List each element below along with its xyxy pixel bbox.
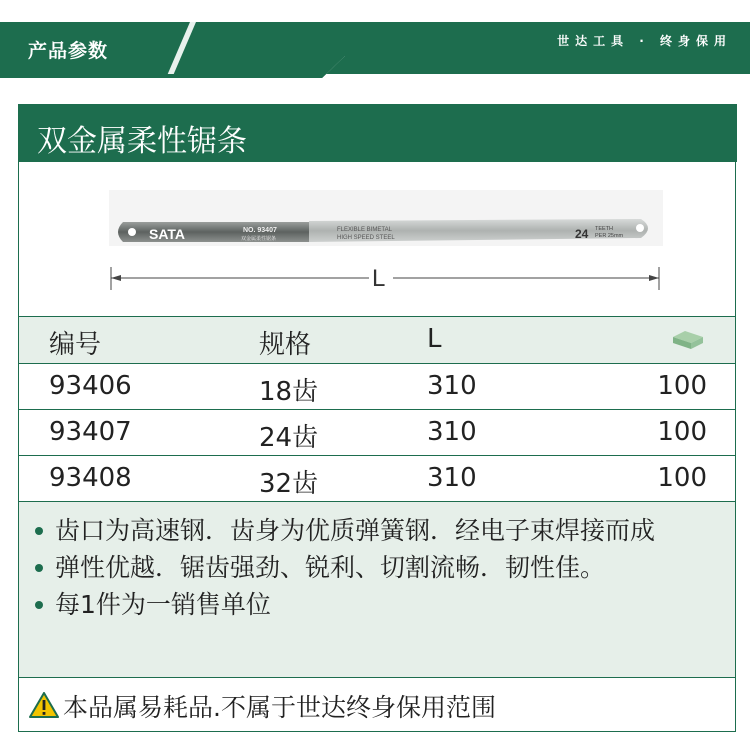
cell-code: 93408	[49, 463, 132, 493]
dimension-label: L	[372, 265, 386, 292]
cell-length: 310	[427, 463, 477, 493]
cell-qty: 100	[657, 417, 707, 447]
blade-model: NO. 93407	[243, 227, 277, 234]
table-row	[19, 409, 735, 455]
cell-spec: 18齿	[259, 377, 319, 407]
warning-bar	[19, 677, 735, 731]
product-panel	[18, 104, 736, 732]
panel-header	[19, 104, 737, 162]
note-text: 每1件为一销售单位	[55, 590, 271, 619]
blade-model-sub: 双金属柔性锯条	[241, 236, 277, 242]
top-banner	[0, 22, 750, 78]
bullet-icon	[35, 564, 43, 572]
cell-qty: 100	[657, 371, 707, 401]
product-title: 双金属柔性锯条	[37, 124, 247, 159]
spec-table	[19, 316, 735, 501]
warning-triangle-icon	[29, 692, 59, 718]
saw-blade-image	[19, 162, 735, 316]
table-row	[19, 363, 735, 409]
blade-teeth-1: TEETH	[595, 226, 614, 232]
cell-spec: 24齿	[259, 423, 319, 453]
blade-brand: SATA	[149, 226, 186, 242]
header-spec: 规格	[259, 330, 312, 360]
warning-text: 本品属易耗品.不属于世达终身保用范围	[63, 693, 496, 722]
feature-notes	[19, 501, 735, 677]
blade-spec-1: FLEXIBLE BIMETAL	[337, 227, 392, 233]
cell-code: 93407	[49, 417, 132, 447]
banner-slogan: 世达工具 · 终身保用	[557, 34, 732, 48]
cell-qty: 100	[657, 463, 707, 493]
table-row	[19, 455, 735, 501]
blade-illustration	[19, 162, 735, 316]
bullet-icon	[35, 601, 43, 609]
blade-spec-2: HIGH SPEED STEEL	[337, 235, 395, 241]
note-text: 弹性优越．锯齿强劲、锐利、切割流畅．韧性佳。	[55, 553, 606, 582]
note-item	[31, 586, 721, 623]
banner-background	[0, 22, 750, 78]
bullet-icon	[35, 527, 43, 535]
header-code: 编号	[49, 330, 102, 360]
cell-length: 310	[427, 371, 477, 401]
note-item	[31, 549, 721, 586]
quantity-icon	[671, 329, 705, 351]
table-header-row	[19, 316, 735, 363]
blade-teeth-number: 24	[575, 227, 589, 241]
blade-teeth-2: PER 25mm	[595, 233, 624, 239]
header-length: L	[427, 324, 442, 354]
cell-spec: 32齿	[259, 469, 319, 499]
note-item	[31, 512, 721, 549]
cell-code: 93406	[49, 371, 132, 401]
banner-title: 产品参数	[28, 40, 109, 62]
note-text: 齿口为高速钢．齿身为优质弹簧钢．经电子束焊接而成	[55, 516, 656, 545]
cell-length: 310	[427, 417, 477, 447]
